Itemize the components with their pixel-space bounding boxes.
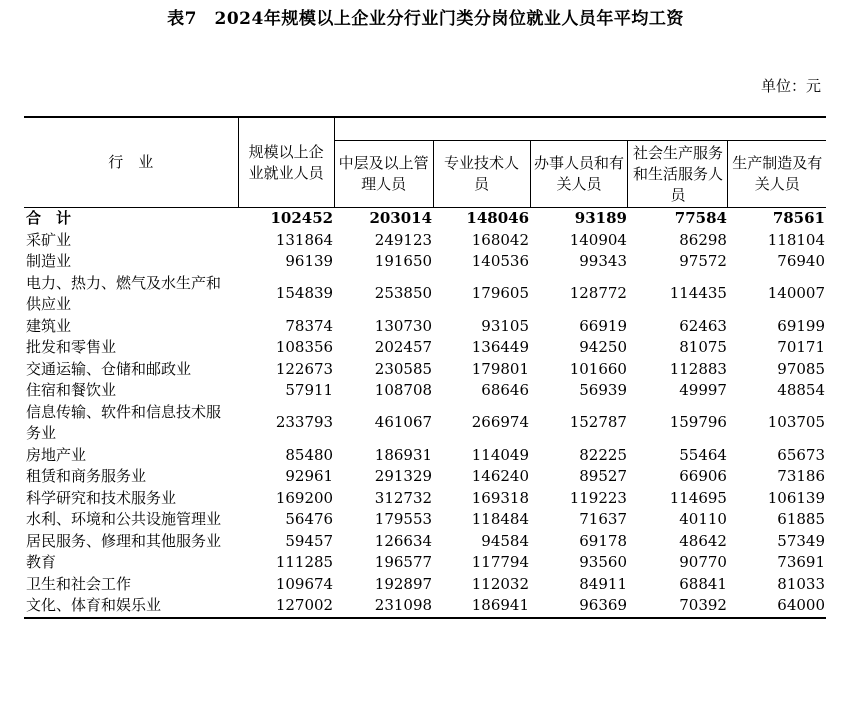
- wage-value: 179605: [471, 284, 530, 303]
- wage-value: 192897: [374, 574, 433, 593]
- wage-value: 253850: [374, 284, 433, 303]
- wage-value: 78561: [772, 209, 825, 227]
- wage-value: 118484: [471, 510, 530, 528]
- industry-name: 住宿和餐饮业: [26, 381, 117, 399]
- table-title: 表7 2024年规模以上企业分行业门类分岗位就业人员年平均工资: [167, 9, 684, 29]
- wage-value: 266974: [471, 413, 530, 432]
- wage-value: 111285: [275, 553, 334, 571]
- wage-value: 40110: [679, 510, 727, 528]
- wage-value: 114435: [669, 284, 727, 303]
- wage-value: 93105: [481, 316, 530, 335]
- wage-value: 93560: [579, 553, 627, 571]
- wage-value: 140007: [767, 284, 825, 303]
- wage-value: 127002: [238, 595, 334, 618]
- wage-value: 148046: [466, 209, 530, 227]
- wage-value: 90770: [679, 553, 727, 571]
- wage-value: 249123: [374, 230, 433, 249]
- wage-value: 109674: [275, 574, 334, 593]
- table-row: [24, 359, 826, 381]
- wage-value: 71637: [579, 510, 627, 528]
- table-row: [24, 531, 826, 553]
- wage-value: 159796: [669, 413, 727, 432]
- wage-value: 140536: [471, 252, 530, 270]
- wage-value: 85480: [285, 445, 334, 464]
- table-row: [24, 595, 826, 618]
- table-row: [24, 316, 826, 338]
- wage-value: 202457: [374, 338, 433, 356]
- table-row: [24, 574, 826, 596]
- industry-name: 建筑业: [26, 316, 72, 335]
- wage-value: 48854: [777, 381, 825, 399]
- wage-table: [24, 116, 826, 619]
- wage-value: 49997: [679, 381, 727, 399]
- wage-value: 70171: [777, 338, 825, 356]
- table-row: [24, 402, 826, 445]
- wage-value: 154839: [275, 284, 334, 303]
- wage-value: 93189: [574, 209, 627, 227]
- table-row: [24, 488, 826, 510]
- wage-value: 56476: [285, 510, 334, 528]
- industry-name: 制造业: [26, 252, 72, 270]
- industry-name: 居民服务、修理和其他服务业: [26, 531, 222, 550]
- wage-value: 233793: [275, 413, 334, 432]
- industry-name: 租赁和商务服务业: [26, 467, 147, 485]
- wage-value: 69178: [579, 531, 627, 550]
- table-row: [24, 273, 826, 316]
- wage-value: 77584: [674, 209, 727, 227]
- wage-value: 92961: [285, 467, 334, 485]
- industry-name: 卫生和社会工作: [26, 574, 132, 593]
- table-row: [24, 466, 826, 488]
- wage-value: 112883: [669, 359, 727, 378]
- industry-name: 教育: [26, 553, 57, 571]
- wage-value: 66906: [679, 467, 727, 485]
- industry-name: 采矿业: [26, 230, 72, 249]
- wage-value: 117794: [471, 553, 530, 571]
- wage-value: 64000: [728, 595, 826, 618]
- wage-value: 114049: [471, 445, 530, 464]
- wage-value: 57911: [285, 381, 334, 399]
- header-spacer: [334, 117, 826, 141]
- wage-value: 461067: [374, 413, 433, 432]
- wage-value: 68841: [679, 574, 727, 593]
- wage-value: 169318: [471, 488, 530, 507]
- wage-value: 76940: [777, 252, 825, 270]
- wage-value: 130730: [374, 316, 433, 335]
- industry-name: 房地产业: [26, 445, 87, 464]
- wage-value: 168042: [471, 230, 530, 249]
- wage-value: 84911: [579, 574, 627, 593]
- unit-label: 单位：元: [760, 77, 821, 95]
- wage-value: 55464: [679, 445, 727, 464]
- wage-value: 122673: [275, 359, 334, 378]
- wage-value: 96139: [285, 252, 334, 270]
- wage-value: 96369: [530, 595, 628, 618]
- wage-value: 106139: [767, 488, 825, 507]
- wage-value: 69199: [777, 316, 825, 335]
- industry-name: 科学研究和技术服务业: [26, 488, 177, 507]
- wage-value: 68646: [481, 381, 530, 399]
- wage-value: 94584: [481, 531, 530, 550]
- industry-name: 水利、环境和公共设施管理业: [26, 510, 222, 528]
- wage-value: 82225: [579, 445, 627, 464]
- wage-value: 73691: [777, 553, 825, 571]
- wage-value: 94250: [579, 338, 627, 356]
- wage-value: 62463: [679, 316, 727, 335]
- wage-value: 169200: [275, 488, 334, 507]
- header-total-employees: 规模以上企业就业人员: [238, 117, 334, 208]
- header-service-workers: 社会生产服务和生活服务人员: [628, 141, 728, 208]
- industry-name: 电力、热力、燃气及水生产和供应业: [26, 273, 222, 313]
- table-row: [24, 445, 826, 467]
- header-technical: 专业技术人员: [433, 141, 530, 208]
- table-row: [24, 380, 826, 402]
- wage-value: 78374: [285, 316, 334, 335]
- wage-value: 191650: [374, 252, 433, 270]
- wage-value: 57349: [777, 531, 825, 550]
- wage-value: 108356: [275, 338, 334, 356]
- wage-value: 73186: [777, 467, 825, 485]
- wage-value: 186941: [433, 595, 530, 618]
- wage-value: 101660: [569, 359, 627, 378]
- wage-value: 118104: [767, 230, 825, 249]
- total-row: [24, 208, 826, 230]
- wage-value: 136449: [471, 338, 530, 356]
- industry-name: 交通运输、仓储和邮政业: [26, 359, 192, 378]
- wage-value: 81033: [777, 574, 825, 593]
- wage-value: 231098: [334, 595, 433, 618]
- table-body: [24, 208, 826, 618]
- wage-value: 140904: [569, 230, 627, 249]
- industry-name: 合 计: [26, 209, 72, 227]
- wage-value: 99343: [579, 252, 627, 270]
- wage-value: 59457: [285, 531, 334, 550]
- wage-value: 186931: [374, 445, 433, 464]
- wage-value: 112032: [471, 574, 530, 593]
- wage-value: 126634: [374, 531, 433, 550]
- wage-value: 65673: [777, 445, 825, 464]
- wage-value: 291329: [374, 467, 433, 485]
- table-row: [24, 251, 826, 273]
- wage-value: 66919: [579, 316, 627, 335]
- table-row: [24, 230, 826, 252]
- header-production-workers: 生产制造及有关人员: [728, 141, 826, 208]
- wage-value: 61885: [777, 510, 825, 528]
- wage-value: 152787: [569, 413, 627, 432]
- wage-value: 179553: [374, 510, 433, 528]
- table-row: [24, 337, 826, 359]
- wage-value: 114695: [669, 488, 727, 507]
- industry-name: 批发和零售业: [26, 338, 117, 356]
- table-row: [24, 552, 826, 574]
- table-row: [24, 509, 826, 531]
- header-clerks: 办事人员和有关人员: [530, 141, 628, 208]
- wage-value: 97085: [777, 359, 825, 378]
- industry-name: 信息传输、软件和信息技术服务业: [26, 402, 222, 442]
- industry-name: 文化、体育和娱乐业: [24, 595, 238, 618]
- wage-value: 103705: [767, 413, 825, 432]
- wage-value: 102452: [270, 209, 334, 227]
- wage-value: 119223: [569, 488, 627, 507]
- wage-value: 81075: [679, 338, 727, 356]
- wage-value: 203014: [369, 209, 433, 227]
- wage-value: 179801: [471, 359, 530, 378]
- wage-value: 312732: [374, 488, 433, 507]
- wage-value: 70392: [628, 595, 728, 618]
- wage-value: 56939: [579, 381, 627, 399]
- wage-value: 230585: [374, 359, 433, 378]
- wage-value: 146240: [471, 467, 530, 485]
- wage-value: 196577: [374, 553, 433, 571]
- header-industry: 行 业: [24, 117, 238, 208]
- wage-value: 128772: [569, 284, 627, 303]
- wage-value: 89527: [579, 467, 627, 485]
- wage-value: 48642: [679, 531, 727, 550]
- wage-value: 108708: [374, 381, 433, 399]
- wage-value: 131864: [275, 230, 334, 249]
- wage-value: 86298: [679, 230, 727, 249]
- wage-value: 97572: [679, 252, 727, 270]
- header-managers: 中层及以上管理人员: [334, 141, 433, 208]
